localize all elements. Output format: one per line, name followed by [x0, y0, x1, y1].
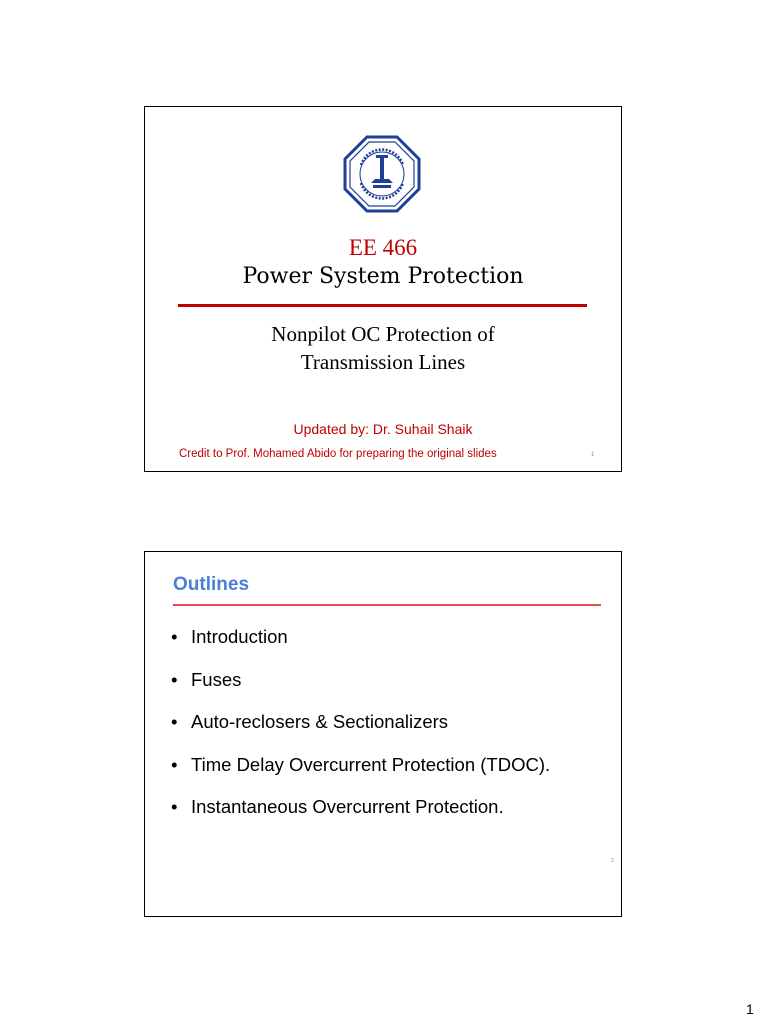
updated-by: Updated by: Dr. Suhail Shaik [293, 421, 473, 437]
credit-line: Credit to Prof. Mohamed Abido for preparing the original slides [179, 448, 497, 460]
slide-2 [144, 551, 622, 917]
page-number: 1 [746, 1001, 754, 1017]
list-item-text: Introduction [191, 626, 288, 647]
list-item-text: Fuses [191, 668, 242, 690]
course-code: EE 466 [348, 235, 418, 260]
bullet-icon: • [171, 711, 178, 732]
slide-1 [144, 106, 622, 472]
outline-list [171, 626, 550, 839]
lecture-subtitle [145, 320, 621, 376]
outlines-title: Outlines [173, 574, 250, 595]
bullet-icon: • [171, 626, 178, 647]
list-item [171, 796, 550, 839]
university-seal-icon [343, 135, 421, 213]
list-item [171, 626, 550, 669]
list-item [171, 711, 550, 754]
outlines-divider [173, 604, 601, 606]
slide-number: 1 [591, 452, 595, 458]
subtitle-line-1: Nonpilot OC Protection of [271, 322, 495, 346]
course-title: Power System Protection [242, 264, 524, 289]
list-item-text: Auto-reclosers & Sectionalizers [191, 711, 449, 732]
list-item-text: Time Delay Overcurrent Protection (TDOC). [191, 753, 551, 775]
list-item-text: Instantaneous Overcurrent Protection. [191, 796, 504, 817]
list-item [171, 669, 550, 712]
bullet-icon: • [171, 796, 178, 817]
list-item [171, 754, 550, 797]
subtitle-line-2: Transmission Lines [300, 350, 466, 374]
bullet-icon: • [171, 668, 178, 690]
slide-number: 2 [611, 858, 614, 864]
bullet-icon: • [171, 753, 178, 775]
title-divider [178, 304, 587, 307]
